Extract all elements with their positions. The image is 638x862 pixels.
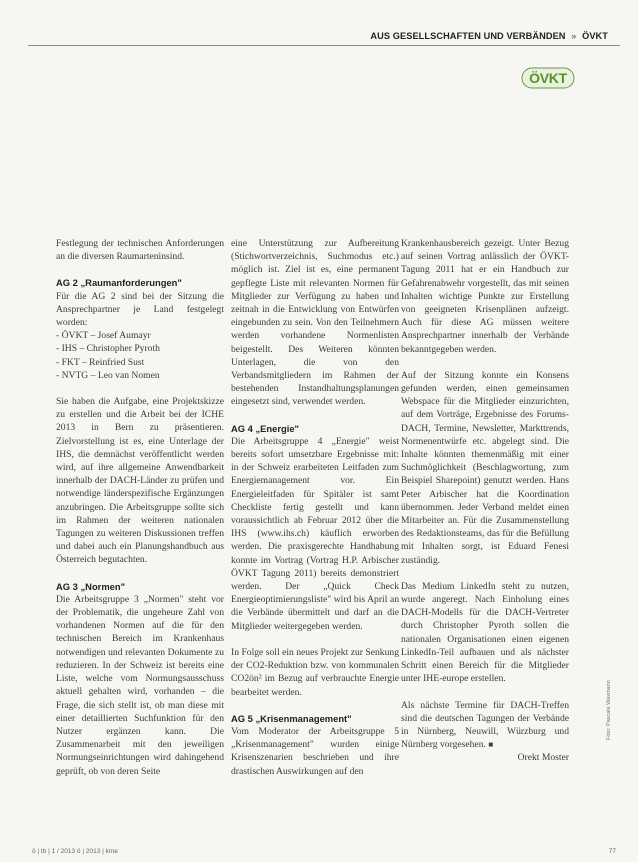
text-column-3 <box>401 237 569 778</box>
text-column-2 <box>231 237 399 791</box>
list-item: - NVTG – Leo van Nomen <box>56 369 224 382</box>
paragraph: eine Unterstützung zur Aufbereitung (Stichwortverzeichnis, Suchmodus etc.) möglich ist. Ziel ist es, eine permanent gepflegte Liste mit relevanten Normen für Mitglieder zur Verfügung zu haben und zeitnah in die Entwicklung von Entwürfen eingebunden zu sein. Von den Teilnehmern werden vorhandene Normenlisten beigestellt. Des Weiteren könnten Unterlagen, die von den Verbandsmitgliedern im Rahmen der bestehenden Instandhaltungsplanungen eingesetzt sind, verwendet werden. <box>231 238 399 408</box>
photo-credit: Foto: Pascale Waxmann <box>606 680 612 740</box>
author-signature: Orekt Moster <box>517 752 569 764</box>
ovkt-logo <box>521 66 573 88</box>
paragraph: Für die AG 2 sind bei der Sitzung die Ansprechpartner je Land festgelegt worden: <box>56 290 224 329</box>
ovkt-logo-mark <box>521 66 575 90</box>
list-item: - ÖVKT – Josef Aumayr <box>56 329 224 342</box>
list-item: - FKT – Reinfried Sust <box>56 356 224 369</box>
paragraph: Die Arbeitsgruppe 3 „Normen" steht vor der Problematik, die ungeheure Zahl von vorhandenen Normen auf die für den technischen Bereich im Krankenhaus notwendigen und relevanten Dokumente zu reduzieren. In der Schweiz ist bereits eine Liste, welche vom Normungsausschuss aktuell gehalten wird, vorhanden – die Frage, die sich stellt ist, ob man diese mit einer detaillierten Suchfunktion für den Nutzer ergänzen kann. Die Zusammenarbeit mit den jeweiligen Normungseinrichtungen wird dahingehend geprüft, ob von deren Seite <box>56 593 224 777</box>
contact-list <box>56 329 224 382</box>
paragraph <box>401 699 569 752</box>
paragraph: Sie haben die Aufgabe, eine Projektskizze zu erstellen und die Arbeit bei der ICHE 2013 in Bern zu präsentieren. Zielvorstellung ist es, eine Unterlage der IHS, die demnächst veröffentlicht werden wird, auf ihre allgemeine Anwendbarkeit innerhalb der DACH-Länder zu prüfen und notwendige länderspezifische Ergänzungen anzubringen. Die Arbeitsgruppe sollte sich im Rahmen der weiteren nationalen Tagungen zu weiteren Diskussionen treffen und dabei auch ein Planungshandbuch aus Österreich begutachten. <box>56 396 224 566</box>
paragraph: In Folge soll ein neues Projekt zur Senkung der CO2-Reduktion bzw. von kommunalen CO2ön² im Bezug auf verbrauchte Energie bearbeitet werden. <box>231 646 399 698</box>
paragraph: Festlegung der technischen Anforderungen an die diversen Raumarteninsind. <box>56 238 224 263</box>
page-number: 77 <box>608 848 616 855</box>
paragraph: Die Arbeitsgruppe 4 „Energie" weist bereits sofort umsetzbare Ergebnisse mit: in der Schweiz erarbeiteten Leitfaden zum Energiemanagement vor. Ein Energieleitfaden für Spitäler ist samt Checkliste fertig gestellt und kann voraussichtlich ab Februar 2012 über die IHS (www.ihs.ch) käuflich erworben werden. Die praxisgerechte Handhabung konnte im Vortrag (Vortrag H.P. Arbischer ÖVKT Tagung 2011) bereits demonstriert werden. Der „Quick Check Energieoptimierungsliste" wird bis April an die Verbände übermittelt und darf an die Mitglieder weitergegeben werden. <box>231 435 399 632</box>
text-column-1 <box>56 237 224 791</box>
end-mark: ■ <box>488 740 494 750</box>
paragraph-text: Als nächste Termine für DACH-Treffen sind die deutschen Tagungen der Verbände in Nürnberg, Neuwill, Würzburg und Nürnberg vorgesehen. <box>401 699 569 751</box>
paragraph: Krankenhausbereich gezeigt. Unter Bezug auf seinen Vortrag anlässlich der ÖVKT-Tagung 2011 hat er ein Handbuch zur Gefahrenabwehr vorgestellt, das mit seinen Inhalten wichtige Punkte zur Erstellung von geeigneten Krisenplänen aufzeigt. Auch für diese AG müssen weitere Ansprechpartner innerhalb der Verbände bekanntgegeben werden. <box>401 238 569 355</box>
paragraph: Auf der Sitzung konnte ein Konsens gefunden werden, einen gemeinsamen Webspace für die Mitglieder einzurichten, auf dem Vorträge, Ergebnisse des Forums-DACH, Termine, Newsletter, Markttrends, Normenentwürfe etc. abgelegt sind. Die Inhalte könnten themenmäßig mit einer Suchmöglichkeit (Beschlagwortung, zum Beispiel Sharepoint) genutzt werden. Hans Peter Arbischer hat die Koordination übernommen. Jeder Verband meldet einen Mitarbeiter an. Für die Zusammenstellung des Redaktionsteams, das für die Befüllung mit Inhalten sorgt, ist Eduard Fenesi zuständig. <box>401 369 569 566</box>
section-subtitle: ÖVKT <box>582 31 608 41</box>
section-title: AUS GESELLSCHAFTEN UND VERBÄNDEN <box>370 31 566 41</box>
header-rule <box>28 45 620 46</box>
subheading-ag5: AG 5 „Krisenmanagement" <box>231 712 352 724</box>
subheading-ag2: AG 2 „Raumanforderungen" <box>56 277 182 289</box>
paragraph: Das Medium LinkedIn steht zu nutzen, wurde angeregt. Nach Einholung eines DACH-Modells für die DACH-Vertreter durch Christopher Pyroth sollen die nationalen Organisationen einen eigenen LinkedIn-Teil aufbauen und als nächster Schritt einen Bereich für die Mitglieder unter IHE-europe erstellen. <box>401 580 569 685</box>
footer-issue: ö | tb | 1 / 2013 ö | 2013 | kme <box>32 848 118 855</box>
list-item: - IHS – Christopher Pyroth <box>56 342 224 355</box>
section-heading <box>370 31 608 41</box>
svg-text:ÖVKT: ÖVKT <box>529 70 567 86</box>
page-header <box>0 0 638 54</box>
section-separator: » <box>571 31 577 41</box>
paragraph: Vom Moderator der Arbeitsgruppe 5 „Krisenmanagement" wurden einige Krisenszenarien beschrieben und ihre drastischen Auswirkungen auf den <box>231 725 399 777</box>
subheading-ag3: AG 3 „Normen" <box>56 580 126 592</box>
subheading-ag4: AG 4 „Energie" <box>231 422 300 434</box>
